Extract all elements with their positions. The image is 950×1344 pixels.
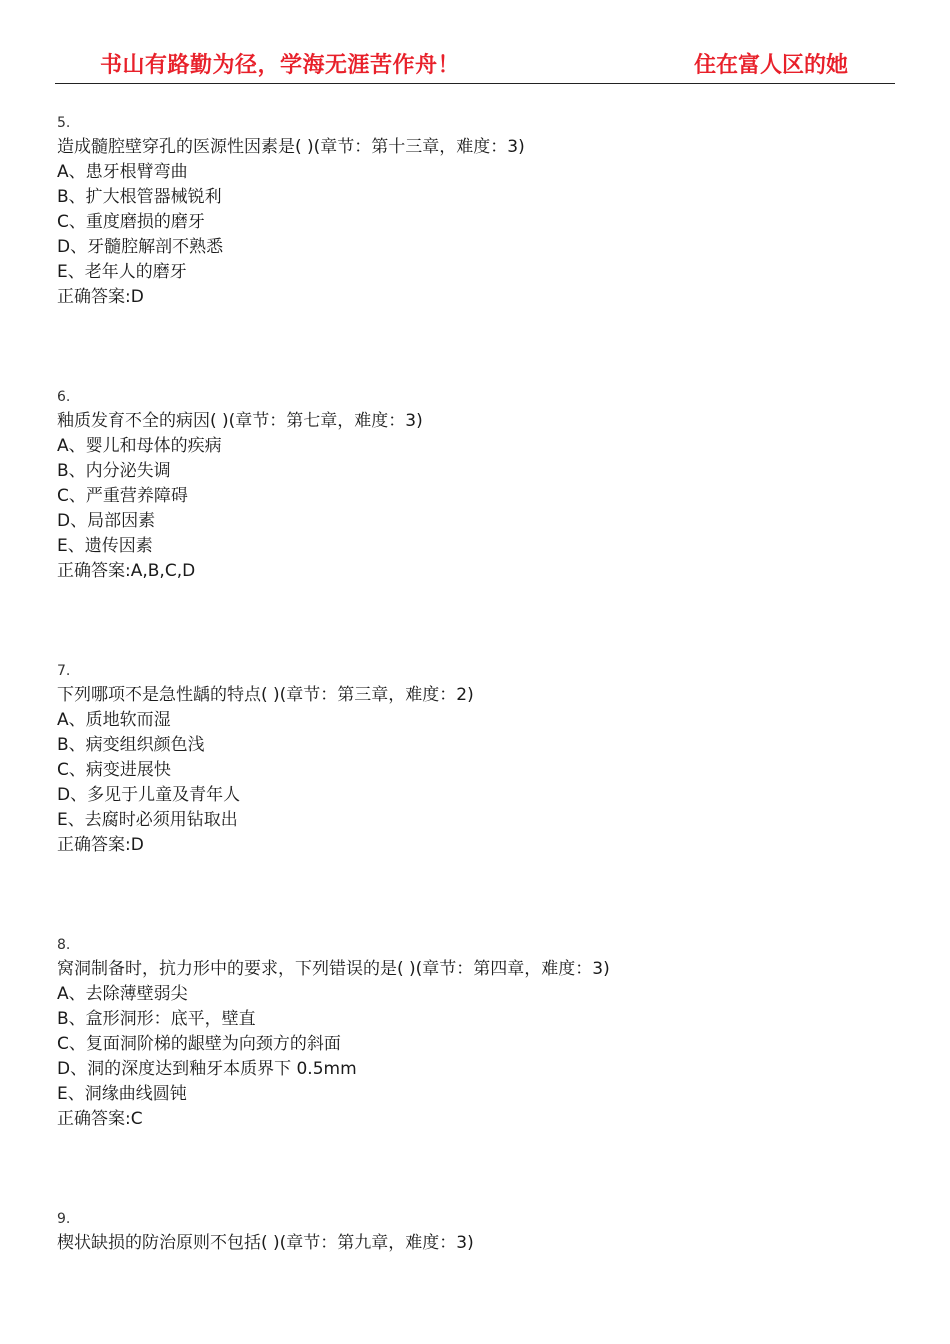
option-a: A、患牙根臂弯曲: [57, 162, 188, 182]
question-number: 8.: [57, 937, 71, 953]
option-b: B、病变组织颜色浅: [57, 735, 205, 755]
question-stem: 窝洞制备时，抗力形中的要求，下列错误的是( )(章节：第四章，难度：3): [57, 959, 610, 979]
option-e: E、遗传因素: [57, 536, 153, 556]
answer: 正确答案:D: [57, 835, 144, 855]
question-number: 9.: [57, 1211, 71, 1227]
header-divider: [55, 83, 895, 84]
option-c: C、病变进展快: [57, 760, 171, 780]
answer: 正确答案:D: [57, 287, 144, 307]
option-a: A、去除薄壁弱尖: [57, 984, 188, 1004]
option-b: B、内分泌失调: [57, 461, 171, 481]
option-e: E、老年人的磨牙: [57, 262, 187, 282]
option-b: B、扩大根管器械锐利: [57, 187, 222, 207]
page-header: [0, 0, 950, 90]
option-d: D、牙髓腔解剖不熟悉: [57, 237, 224, 257]
question-number: 7.: [57, 663, 71, 679]
question-6: [57, 389, 917, 584]
answer: 正确答案:A,B,C,D: [57, 561, 196, 581]
option-d: D、多见于儿童及青年人: [57, 785, 241, 805]
question-9: [57, 1211, 917, 1256]
question-number: 5.: [57, 115, 71, 131]
question-8: [57, 937, 917, 1132]
question-stem: 釉质发育不全的病因( )(章节：第七章，难度：3): [57, 411, 423, 431]
header-motto: 书山有路勤为径，学海无涯苦作舟！: [100, 52, 461, 78]
option-a: A、婴儿和母体的疾病: [57, 436, 222, 456]
question-stem: 下列哪项不是急性龋的特点( )(章节：第三章，难度：2): [57, 685, 474, 705]
option-c: C、重度磨损的磨牙: [57, 212, 205, 232]
question-5: [57, 115, 917, 310]
question-stem: 造成髓腔壁穿孔的医源性因素是( )(章节：第十三章，难度：3): [57, 137, 525, 157]
option-d: D、洞的深度达到釉牙本质界下 0.5mm: [57, 1059, 357, 1079]
option-a: A、质地软而湿: [57, 710, 171, 730]
option-e: E、去腐时必须用钻取出: [57, 810, 238, 830]
option-c: C、复面洞阶梯的龈壁为向颈方的斜面: [57, 1034, 341, 1054]
option-b: B、盒形洞形：底平，壁直: [57, 1009, 256, 1029]
option-d: D、局部因素: [57, 511, 156, 531]
option-e: E、洞缘曲线圆钝: [57, 1084, 187, 1104]
question-stem: 楔状缺损的防治原则不包括( )(章节：第九章，难度：3): [57, 1233, 474, 1253]
question-number: 6.: [57, 389, 71, 405]
answer: 正确答案:C: [57, 1109, 143, 1129]
option-c: C、严重营养障碍: [57, 486, 188, 506]
question-7: [57, 663, 917, 858]
header-right-text: 住在富人区的她: [694, 52, 849, 78]
